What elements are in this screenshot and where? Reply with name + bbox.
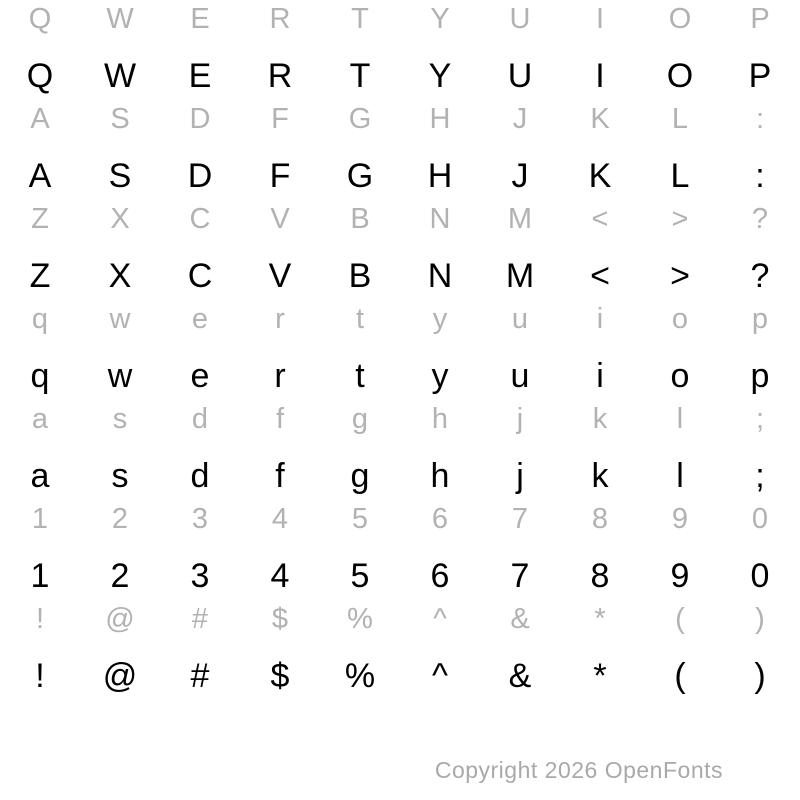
glyph-cell: Y bbox=[428, 57, 452, 95]
glyph-cell: ? bbox=[751, 203, 769, 235]
glyph-cell: 7 bbox=[511, 503, 529, 535]
glyph-cell: o bbox=[671, 303, 689, 335]
glyph-cell: # bbox=[190, 657, 210, 695]
glyph-cell: 9 bbox=[670, 557, 690, 595]
glyph-cell: $ bbox=[270, 657, 290, 695]
glyph-cell: k bbox=[591, 457, 609, 495]
glyph-cell: < bbox=[590, 257, 610, 295]
glyph-cell: T bbox=[351, 3, 369, 35]
glyph-cell: i bbox=[596, 357, 604, 395]
glyph-cell: C bbox=[187, 257, 213, 295]
lowercase-home-row-ghost bbox=[0, 405, 800, 434]
symbols-row-ghost bbox=[0, 605, 800, 634]
glyph-cell: s bbox=[112, 403, 128, 435]
glyph-cell: ( bbox=[674, 657, 686, 695]
glyph-cell: U bbox=[509, 3, 531, 35]
uppercase-top-row-ghost bbox=[0, 5, 800, 34]
glyph-cell: a bbox=[30, 457, 50, 495]
glyph-cell: D bbox=[189, 103, 211, 135]
glyph-cell: 1 bbox=[30, 557, 50, 595]
glyph-cell: @ bbox=[105, 603, 135, 635]
glyph-cell: 6 bbox=[430, 557, 450, 595]
glyph-cell: 2 bbox=[111, 503, 129, 535]
glyph-cell: X bbox=[110, 203, 130, 235]
glyph-cell: g bbox=[351, 403, 369, 435]
glyph-cell: : bbox=[755, 103, 765, 135]
glyph-cell: 5 bbox=[350, 557, 370, 595]
glyph-cell: 0 bbox=[751, 503, 769, 535]
glyph-cell: H bbox=[429, 103, 451, 135]
glyph-cell: d bbox=[190, 457, 210, 495]
glyph-cell: D bbox=[187, 157, 213, 195]
glyph-cell: ; bbox=[755, 457, 765, 495]
glyph-cell: F bbox=[271, 103, 289, 135]
glyph-cell: 0 bbox=[750, 557, 770, 595]
glyph-cell: 8 bbox=[591, 503, 609, 535]
glyph-cell: 4 bbox=[270, 557, 290, 595]
glyph-cell: Z bbox=[29, 257, 51, 295]
glyph-cell: C bbox=[189, 203, 211, 235]
glyph-cell: e bbox=[191, 303, 209, 335]
glyph-cell: * bbox=[593, 657, 607, 695]
glyph-cell: % bbox=[347, 603, 373, 635]
uppercase-top-row-main bbox=[0, 59, 800, 93]
glyph-cell: U bbox=[507, 57, 533, 95]
glyph-cell: J bbox=[512, 103, 528, 135]
glyph-cell: L bbox=[670, 157, 690, 195]
glyph-cell: G bbox=[346, 157, 374, 195]
glyph-cell: * bbox=[594, 603, 606, 635]
glyph-cell: l bbox=[676, 457, 684, 495]
glyph-cell: ) bbox=[755, 603, 765, 635]
glyph-cell: 7 bbox=[510, 557, 530, 595]
glyph-cell: P bbox=[750, 3, 770, 35]
glyph-cell: h bbox=[431, 403, 449, 435]
glyph-cell: M bbox=[507, 203, 533, 235]
glyph-cell: i bbox=[596, 303, 604, 335]
uppercase-home-row-main bbox=[0, 159, 800, 193]
glyph-cell: ! bbox=[35, 657, 45, 695]
lowercase-home-row-main bbox=[0, 459, 800, 493]
glyph-cell: 4 bbox=[271, 503, 289, 535]
glyph-cell: u bbox=[510, 357, 530, 395]
glyph-cell: X bbox=[108, 257, 132, 295]
glyph-cell: G bbox=[348, 103, 372, 135]
glyph-cell: 3 bbox=[191, 503, 209, 535]
glyph-cell: O bbox=[666, 57, 694, 95]
glyph-cell: E bbox=[188, 57, 212, 95]
glyph-cell: ^ bbox=[432, 657, 448, 695]
glyph-cell: N bbox=[427, 257, 453, 295]
glyph-cell: I bbox=[595, 57, 605, 95]
glyph-cell: ) bbox=[754, 657, 766, 695]
glyph-cell: Q bbox=[26, 57, 54, 95]
glyph-cell: p bbox=[751, 303, 769, 335]
glyph-cell: F bbox=[269, 157, 291, 195]
glyph-cell: w bbox=[107, 357, 133, 395]
glyph-cell: > bbox=[670, 257, 690, 295]
glyph-cell: t bbox=[355, 303, 365, 335]
glyph-cell: S bbox=[108, 157, 132, 195]
glyph-cell: V bbox=[270, 203, 290, 235]
glyph-cell: < bbox=[591, 203, 609, 235]
glyph-cell: T bbox=[349, 57, 371, 95]
glyph-cell: g bbox=[350, 457, 370, 495]
glyph-cell: J bbox=[511, 157, 529, 195]
copyright-text: Copyright 2026 OpenFonts bbox=[434, 757, 723, 783]
glyph-cell: a bbox=[31, 403, 49, 435]
glyph-cell: K bbox=[588, 157, 612, 195]
glyph-cell: 3 bbox=[190, 557, 210, 595]
glyph-cell: d bbox=[191, 403, 209, 435]
glyph-cell: ! bbox=[35, 603, 45, 635]
glyph-cell: j bbox=[516, 457, 524, 495]
glyph-cell: Q bbox=[28, 3, 52, 35]
glyph-cell: S bbox=[110, 103, 130, 135]
glyph-cell: 5 bbox=[351, 503, 369, 535]
uppercase-home-row-ghost bbox=[0, 105, 800, 134]
glyph-cell: f bbox=[275, 457, 285, 495]
glyph-cell: t bbox=[355, 357, 365, 395]
glyph-cell: & bbox=[508, 657, 532, 695]
glyph-cell: B bbox=[350, 203, 370, 235]
glyph-cell: ; bbox=[755, 403, 765, 435]
glyph-cell: 6 bbox=[431, 503, 449, 535]
glyph-cell: q bbox=[30, 357, 50, 395]
glyph-cell: e bbox=[190, 357, 210, 395]
digits-row-main bbox=[0, 559, 800, 593]
glyph-cell: j bbox=[516, 403, 524, 435]
glyph-cell: W bbox=[103, 57, 137, 95]
glyph-cell: @ bbox=[102, 657, 138, 695]
glyph-cell: 8 bbox=[590, 557, 610, 595]
glyph-cell: L bbox=[671, 103, 689, 135]
glyph-cell: w bbox=[109, 303, 131, 335]
uppercase-bottom-row-main bbox=[0, 259, 800, 293]
glyph-cell: $ bbox=[271, 603, 289, 635]
glyph-cell: & bbox=[510, 603, 530, 635]
glyph-cell: E bbox=[190, 3, 210, 35]
glyph-cell: > bbox=[671, 203, 689, 235]
glyph-cell: f bbox=[275, 403, 285, 435]
glyph-cell: W bbox=[106, 3, 134, 35]
glyph-cell: K bbox=[590, 103, 610, 135]
glyph-cell: I bbox=[595, 3, 605, 35]
glyph-cell: : bbox=[755, 157, 765, 195]
glyph-cell: y bbox=[431, 357, 449, 395]
glyph-cell: H bbox=[427, 157, 453, 195]
glyph-cell: u bbox=[511, 303, 529, 335]
glyph-cell: s bbox=[111, 457, 129, 495]
glyph-cell: 1 bbox=[31, 503, 49, 535]
glyph-cell: O bbox=[668, 3, 692, 35]
lowercase-top-row-ghost bbox=[0, 305, 800, 334]
glyph-cell: ? bbox=[750, 257, 770, 295]
glyph-cell: A bbox=[28, 157, 52, 195]
glyph-cell: 2 bbox=[110, 557, 130, 595]
glyph-cell: l bbox=[676, 403, 684, 435]
glyph-cell: A bbox=[30, 103, 50, 135]
glyph-cell: 9 bbox=[671, 503, 689, 535]
lowercase-top-row-main bbox=[0, 359, 800, 393]
glyph-cell: h bbox=[430, 457, 450, 495]
glyph-cell: Z bbox=[31, 203, 49, 235]
glyph-cell: ( bbox=[675, 603, 685, 635]
glyph-cell: r bbox=[275, 303, 285, 335]
glyph-cell: p bbox=[750, 357, 770, 395]
glyph-cell: R bbox=[269, 3, 291, 35]
glyph-cell: k bbox=[592, 403, 608, 435]
glyph-cell: V bbox=[268, 257, 292, 295]
glyph-cell: % bbox=[344, 657, 376, 695]
symbols-row-main bbox=[0, 659, 800, 693]
glyph-cell: M bbox=[505, 257, 535, 295]
glyph-cell: B bbox=[348, 257, 372, 295]
glyph-cell: o bbox=[670, 357, 690, 395]
glyph-cell: ^ bbox=[433, 603, 447, 635]
glyph-cell: # bbox=[191, 603, 209, 635]
uppercase-bottom-row-ghost bbox=[0, 205, 800, 234]
glyph-cell: y bbox=[432, 303, 448, 335]
glyph-cell: P bbox=[748, 57, 772, 95]
glyph-cell: N bbox=[429, 203, 451, 235]
glyph-cell: q bbox=[31, 303, 49, 335]
glyph-cell: r bbox=[274, 357, 286, 395]
glyph-cell: Y bbox=[430, 3, 450, 35]
glyph-cell: R bbox=[267, 57, 293, 95]
digits-row-ghost bbox=[0, 505, 800, 534]
